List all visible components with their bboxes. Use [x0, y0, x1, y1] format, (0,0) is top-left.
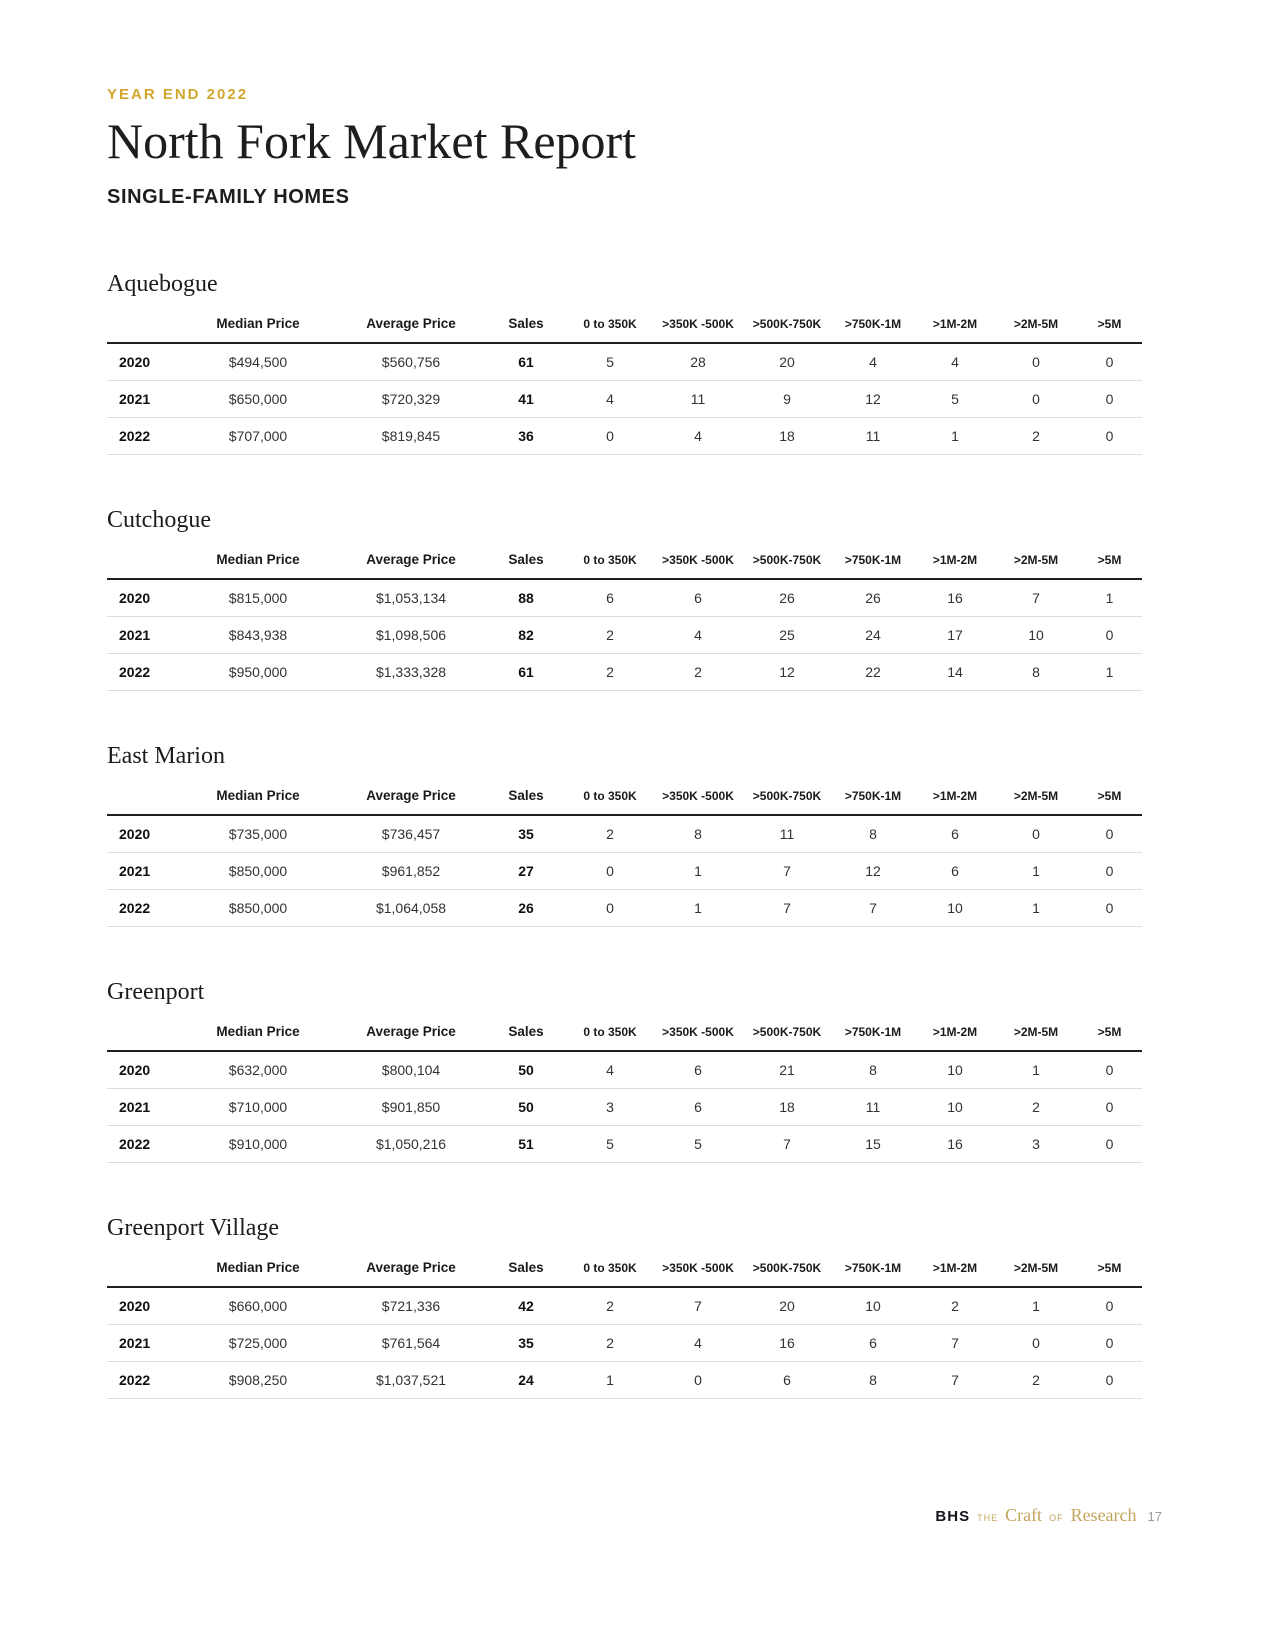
value-cell: 6 — [915, 852, 995, 889]
year-column-header — [107, 546, 179, 579]
sales-cell: 24 — [485, 1361, 567, 1398]
value-cell: 0 — [1077, 889, 1142, 926]
value-cell: 1 — [1077, 579, 1142, 617]
sales-cell: 61 — [485, 343, 567, 381]
value-cell: $494,500 — [179, 343, 337, 381]
column-header: Median Price — [179, 1254, 337, 1287]
value-cell: 10 — [831, 1287, 915, 1325]
value-cell: 18 — [743, 1088, 831, 1125]
value-cell: 7 — [743, 852, 831, 889]
year-cell: 2020 — [107, 579, 179, 617]
value-cell: 1 — [995, 1051, 1077, 1089]
value-cell: 2 — [915, 1287, 995, 1325]
sales-cell: 50 — [485, 1088, 567, 1125]
value-cell: 0 — [1077, 1125, 1142, 1162]
value-cell: 4 — [915, 343, 995, 381]
value-cell: 20 — [743, 343, 831, 381]
table-body — [107, 1051, 1142, 1163]
value-cell: 4 — [653, 616, 743, 653]
market-section — [107, 979, 1142, 1163]
value-cell: $910,000 — [179, 1125, 337, 1162]
table-row — [107, 1361, 1142, 1398]
value-cell: 24 — [831, 616, 915, 653]
market-section — [107, 271, 1142, 455]
value-cell: 7 — [743, 1125, 831, 1162]
value-cell: $720,329 — [337, 380, 485, 417]
year-cell: 2021 — [107, 852, 179, 889]
value-cell: $1,050,216 — [337, 1125, 485, 1162]
value-cell: 8 — [831, 1051, 915, 1089]
value-cell: 12 — [831, 852, 915, 889]
value-cell: 0 — [995, 380, 1077, 417]
column-header: 0 to 350K — [567, 1254, 653, 1287]
value-cell: 10 — [995, 616, 1077, 653]
value-cell: 8 — [831, 815, 915, 853]
table-row — [107, 653, 1142, 690]
table-header-row — [107, 1254, 1142, 1287]
value-cell: 10 — [915, 1088, 995, 1125]
value-cell: 7 — [915, 1361, 995, 1398]
value-cell: 2 — [995, 1361, 1077, 1398]
year-cell: 2022 — [107, 1125, 179, 1162]
value-cell: 5 — [567, 1125, 653, 1162]
sales-cell: 41 — [485, 380, 567, 417]
value-cell: $1,098,506 — [337, 616, 485, 653]
value-cell: 26 — [831, 579, 915, 617]
sales-cell: 51 — [485, 1125, 567, 1162]
value-cell: 2 — [567, 815, 653, 853]
value-cell: 6 — [915, 815, 995, 853]
value-cell: 16 — [915, 579, 995, 617]
value-cell: 2 — [567, 653, 653, 690]
column-header: Sales — [485, 310, 567, 343]
value-cell: 0 — [567, 417, 653, 454]
column-header: >500K-750K — [743, 310, 831, 343]
value-cell: 6 — [653, 1051, 743, 1089]
footer-tagline-research: Research — [1070, 1505, 1137, 1525]
value-cell: 0 — [1077, 1051, 1142, 1089]
table-header — [107, 1018, 1142, 1051]
value-cell: 2 — [567, 616, 653, 653]
column-header: Average Price — [337, 310, 485, 343]
brand-logo: BHS — [935, 1508, 971, 1525]
value-cell: 0 — [1077, 343, 1142, 381]
value-cell: 7 — [915, 1324, 995, 1361]
column-header: Median Price — [179, 310, 337, 343]
value-cell: 0 — [1077, 1088, 1142, 1125]
column-header: >1M-2M — [915, 310, 995, 343]
value-cell: 1 — [1077, 653, 1142, 690]
value-cell: 17 — [915, 616, 995, 653]
value-cell: $950,000 — [179, 653, 337, 690]
table-row — [107, 417, 1142, 454]
value-cell: $1,064,058 — [337, 889, 485, 926]
market-table — [107, 546, 1142, 691]
value-cell: 0 — [1077, 815, 1142, 853]
value-cell: 6 — [653, 1088, 743, 1125]
report-eyebrow: YEAR END 2022 — [107, 86, 249, 103]
year-cell: 2022 — [107, 889, 179, 926]
value-cell: 2 — [567, 1324, 653, 1361]
column-header: >5M — [1077, 782, 1142, 815]
value-cell: 5 — [653, 1125, 743, 1162]
value-cell: 25 — [743, 616, 831, 653]
value-cell: $901,850 — [337, 1088, 485, 1125]
table-header-row — [107, 1018, 1142, 1051]
value-cell: 6 — [653, 579, 743, 617]
section-title: Greenport Village — [107, 1214, 280, 1241]
value-cell: $660,000 — [179, 1287, 337, 1325]
value-cell: 0 — [567, 852, 653, 889]
value-cell: $850,000 — [179, 852, 337, 889]
value-cell: 11 — [743, 815, 831, 853]
value-cell: 11 — [831, 1088, 915, 1125]
value-cell: $707,000 — [179, 417, 337, 454]
table-row — [107, 579, 1142, 617]
value-cell: $650,000 — [179, 380, 337, 417]
value-cell: 4 — [567, 1051, 653, 1089]
value-cell: 1 — [567, 1361, 653, 1398]
table-row — [107, 889, 1142, 926]
column-header: >750K-1M — [831, 782, 915, 815]
value-cell: $819,845 — [337, 417, 485, 454]
year-cell: 2021 — [107, 1324, 179, 1361]
value-cell: $735,000 — [179, 815, 337, 853]
report-subtitle: SINGLE-FAMILY HOMES — [107, 185, 350, 208]
column-header: >750K-1M — [831, 546, 915, 579]
column-header: >2M-5M — [995, 1254, 1077, 1287]
value-cell: 4 — [653, 417, 743, 454]
column-header: Sales — [485, 782, 567, 815]
value-cell: 0 — [1077, 1287, 1142, 1325]
value-cell: 0 — [1077, 852, 1142, 889]
value-cell: 14 — [915, 653, 995, 690]
value-cell: 2 — [567, 1287, 653, 1325]
value-cell: 1 — [995, 1287, 1077, 1325]
year-column-header — [107, 1018, 179, 1051]
table-body — [107, 815, 1142, 927]
table-body — [107, 579, 1142, 691]
column-header: >500K-750K — [743, 782, 831, 815]
value-cell: 5 — [567, 343, 653, 381]
value-cell: 1 — [653, 889, 743, 926]
value-cell: $725,000 — [179, 1324, 337, 1361]
value-cell: 7 — [831, 889, 915, 926]
table-header — [107, 310, 1142, 343]
value-cell: 0 — [1077, 616, 1142, 653]
column-header: >350K -500K — [653, 546, 743, 579]
column-header: >2M-5M — [995, 310, 1077, 343]
column-header: >750K-1M — [831, 1254, 915, 1287]
value-cell: 15 — [831, 1125, 915, 1162]
market-section — [107, 1215, 1142, 1399]
column-header: >5M — [1077, 1254, 1142, 1287]
value-cell: 0 — [1077, 417, 1142, 454]
value-cell: 7 — [743, 889, 831, 926]
value-cell: 6 — [567, 579, 653, 617]
page-footer — [935, 1505, 1162, 1526]
sales-cell: 35 — [485, 815, 567, 853]
sales-cell: 50 — [485, 1051, 567, 1089]
column-header: >750K-1M — [831, 310, 915, 343]
column-header: >2M-5M — [995, 782, 1077, 815]
table-body — [107, 343, 1142, 455]
value-cell: 8 — [831, 1361, 915, 1398]
year-cell: 2022 — [107, 417, 179, 454]
column-header: >500K-750K — [743, 546, 831, 579]
value-cell: 7 — [653, 1287, 743, 1325]
table-body — [107, 1287, 1142, 1399]
table-header-row — [107, 782, 1142, 815]
sections-container — [107, 271, 1142, 1399]
value-cell: 26 — [743, 579, 831, 617]
value-cell: 3 — [995, 1125, 1077, 1162]
value-cell: 10 — [915, 1051, 995, 1089]
column-header: 0 to 350K — [567, 310, 653, 343]
value-cell: 1 — [995, 889, 1077, 926]
value-cell: $560,756 — [337, 343, 485, 381]
table-row — [107, 1125, 1142, 1162]
table-row — [107, 852, 1142, 889]
column-header: >5M — [1077, 1018, 1142, 1051]
market-table — [107, 1254, 1142, 1399]
value-cell: 21 — [743, 1051, 831, 1089]
value-cell: $800,104 — [337, 1051, 485, 1089]
value-cell: $721,336 — [337, 1287, 485, 1325]
year-cell: 2021 — [107, 380, 179, 417]
section-title: Greenport — [107, 978, 205, 1005]
value-cell: 1 — [915, 417, 995, 454]
column-header: >500K-750K — [743, 1018, 831, 1051]
column-header: Average Price — [337, 782, 485, 815]
sales-cell: 61 — [485, 653, 567, 690]
value-cell: 0 — [1077, 1324, 1142, 1361]
year-cell: 2022 — [107, 1361, 179, 1398]
sales-cell: 27 — [485, 852, 567, 889]
value-cell: $843,938 — [179, 616, 337, 653]
value-cell: 20 — [743, 1287, 831, 1325]
table-row — [107, 343, 1142, 381]
value-cell: 8 — [995, 653, 1077, 690]
year-column-header — [107, 310, 179, 343]
value-cell: $632,000 — [179, 1051, 337, 1089]
value-cell: 0 — [567, 889, 653, 926]
column-header: >1M-2M — [915, 546, 995, 579]
footer-tagline-of: OF — [1049, 1513, 1064, 1523]
value-cell: 16 — [915, 1125, 995, 1162]
table-row — [107, 1051, 1142, 1089]
value-cell: $908,250 — [179, 1361, 337, 1398]
column-header: Sales — [485, 1254, 567, 1287]
value-cell: 11 — [653, 380, 743, 417]
value-cell: $710,000 — [179, 1088, 337, 1125]
value-cell: 4 — [831, 343, 915, 381]
value-cell: 0 — [1077, 1361, 1142, 1398]
value-cell: 6 — [743, 1361, 831, 1398]
column-header: 0 to 350K — [567, 782, 653, 815]
value-cell: 8 — [653, 815, 743, 853]
section-title: East Marion — [107, 742, 225, 769]
value-cell: $961,852 — [337, 852, 485, 889]
value-cell: 12 — [743, 653, 831, 690]
value-cell: 10 — [915, 889, 995, 926]
column-header: Median Price — [179, 782, 337, 815]
value-cell: $815,000 — [179, 579, 337, 617]
column-header: >2M-5M — [995, 546, 1077, 579]
table-row — [107, 616, 1142, 653]
value-cell: 9 — [743, 380, 831, 417]
column-header: >2M-5M — [995, 1018, 1077, 1051]
table-header-row — [107, 310, 1142, 343]
value-cell: 1 — [995, 852, 1077, 889]
table-row — [107, 1088, 1142, 1125]
column-header: >350K -500K — [653, 310, 743, 343]
column-header: 0 to 350K — [567, 546, 653, 579]
section-title: Aquebogue — [107, 270, 218, 297]
sales-cell: 26 — [485, 889, 567, 926]
value-cell: 18 — [743, 417, 831, 454]
report-header — [107, 86, 1142, 209]
column-header: >350K -500K — [653, 1018, 743, 1051]
value-cell: 0 — [995, 1324, 1077, 1361]
footer-tagline-the: THE — [977, 1513, 999, 1523]
year-cell: 2021 — [107, 1088, 179, 1125]
column-header: Median Price — [179, 546, 337, 579]
sales-cell: 88 — [485, 579, 567, 617]
column-header: >5M — [1077, 546, 1142, 579]
value-cell: 3 — [567, 1088, 653, 1125]
value-cell: 28 — [653, 343, 743, 381]
column-header: Median Price — [179, 1018, 337, 1051]
year-cell: 2020 — [107, 343, 179, 381]
column-header: Sales — [485, 1018, 567, 1051]
year-column-header — [107, 1254, 179, 1287]
table-header — [107, 782, 1142, 815]
column-header: >750K-1M — [831, 1018, 915, 1051]
value-cell: 7 — [995, 579, 1077, 617]
sales-cell: 42 — [485, 1287, 567, 1325]
column-header: Average Price — [337, 1254, 485, 1287]
value-cell: 4 — [567, 380, 653, 417]
market-section — [107, 507, 1142, 691]
table-row — [107, 815, 1142, 853]
footer-tagline-craft: Craft — [1005, 1505, 1043, 1525]
year-cell: 2020 — [107, 1287, 179, 1325]
value-cell: $761,564 — [337, 1324, 485, 1361]
column-header: 0 to 350K — [567, 1018, 653, 1051]
market-table — [107, 782, 1142, 927]
table-header — [107, 546, 1142, 579]
year-column-header — [107, 782, 179, 815]
value-cell: 2 — [653, 653, 743, 690]
page-title: North Fork Market Report — [107, 113, 637, 169]
column-header: Average Price — [337, 546, 485, 579]
value-cell: 0 — [995, 343, 1077, 381]
value-cell: 5 — [915, 380, 995, 417]
year-cell: 2020 — [107, 815, 179, 853]
market-section — [107, 743, 1142, 927]
value-cell: 0 — [1077, 380, 1142, 417]
sales-cell: 35 — [485, 1324, 567, 1361]
sales-cell: 82 — [485, 616, 567, 653]
sales-cell: 36 — [485, 417, 567, 454]
table-header-row — [107, 546, 1142, 579]
value-cell: $1,037,521 — [337, 1361, 485, 1398]
column-header: >350K -500K — [653, 1254, 743, 1287]
table-row — [107, 1324, 1142, 1361]
column-header: >5M — [1077, 310, 1142, 343]
value-cell: 2 — [995, 1088, 1077, 1125]
table-row — [107, 1287, 1142, 1325]
column-header: Average Price — [337, 1018, 485, 1051]
column-header: >500K-750K — [743, 1254, 831, 1287]
value-cell: 1 — [653, 852, 743, 889]
value-cell: 16 — [743, 1324, 831, 1361]
section-title: Cutchogue — [107, 506, 211, 533]
value-cell: 0 — [995, 815, 1077, 853]
column-header: >1M-2M — [915, 1018, 995, 1051]
value-cell: $1,053,134 — [337, 579, 485, 617]
value-cell: 0 — [653, 1361, 743, 1398]
value-cell: 11 — [831, 417, 915, 454]
value-cell: $850,000 — [179, 889, 337, 926]
value-cell: 22 — [831, 653, 915, 690]
value-cell: 2 — [995, 417, 1077, 454]
column-header: Sales — [485, 546, 567, 579]
column-header: >350K -500K — [653, 782, 743, 815]
column-header: >1M-2M — [915, 782, 995, 815]
value-cell: $736,457 — [337, 815, 485, 853]
column-header: >1M-2M — [915, 1254, 995, 1287]
year-cell: 2020 — [107, 1051, 179, 1089]
value-cell: 4 — [653, 1324, 743, 1361]
year-cell: 2022 — [107, 653, 179, 690]
table-header — [107, 1254, 1142, 1287]
value-cell: 6 — [831, 1324, 915, 1361]
value-cell: $1,333,328 — [337, 653, 485, 690]
page-number: 17 — [1147, 1509, 1162, 1524]
market-table — [107, 1018, 1142, 1163]
year-cell: 2021 — [107, 616, 179, 653]
value-cell: 12 — [831, 380, 915, 417]
table-row — [107, 380, 1142, 417]
market-table — [107, 310, 1142, 455]
